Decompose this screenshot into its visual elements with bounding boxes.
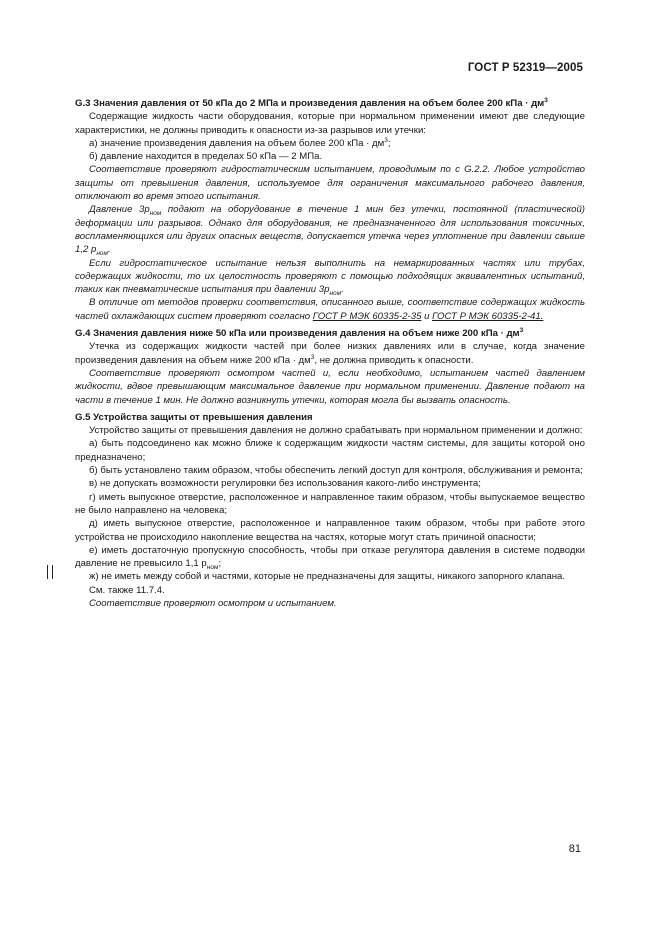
section-g3-heading: G.3 Значения давления от 50 кПа до 2 МПа и произведения давления на объем более 200 кПа · $дм^3$ — [75, 96, 548, 109]
g3-compliance-3: Если гидростатическое испытание нельзя выполнить на немаркированных частях или трубах, содержащих жидкости, то их целостность проверяют с помощью подходящих эквивалентных испытаний, таких как пневматические испытания при давлении $3p_{ном}$. — [75, 257, 585, 298]
gost-60335-2-41-link[interactable]: ГОСТ Р МЭК 60335-2-41. — [432, 310, 544, 322]
g5-item-v: в) не допускать возможности регулировки без использования какого-либо инструмента; — [89, 478, 481, 490]
g3-item-a: а) значение произведения давления на объем более 200 кПа · $дм^3$; — [89, 136, 391, 149]
section-g4-heading: G.4 Значения давления ниже 50 кПа или произведения давления на объем ниже 200 кПа · $дм^3$ — [75, 326, 524, 340]
g3-item-b: б) давление находится в пределах 50 кПа — 2 МПа. — [89, 151, 323, 163]
g5-item-d: д) иметь выпускное отверстие, расположенное и направленное таким образом, чтобы при работе этого устройства не происходило накопление вещества на частях, которые могут стать причиной опасности; — [75, 518, 585, 543]
g5-item-b: б) быть установлено таким образом, чтобы обеспечить легкий доступ для контроля, обслуживания и ремонта; — [89, 465, 583, 477]
page-content — [75, 93, 585, 610]
page-number: 81 — [568, 843, 581, 855]
section-g5-heading: G.5 Устройства защиты от превышения давления — [75, 411, 313, 423]
g5-item-a: а) быть подсоединено как можно ближе к содержащим жидкости частям системы, для защиты которой оно предназначено; — [75, 438, 585, 463]
g5-item-g: г) иметь выпускное отверстие, расположенное и направленное таким образом, чтобы выпускаемое вещество не было направлено на человека; — [75, 491, 585, 516]
g5-compliance: Соответствие проверяют осмотром и испытанием. — [89, 597, 337, 609]
g3-compliance-4: В отличие от методов проверки соответствия, описанного выше, соответствие содержащих жидкость частей охлаждающих систем проверяют согласно ГОСТ Р МЭК 60335-2-35 и ГОСТ Р МЭК 60335-2-41. — [75, 297, 585, 322]
g4-intro-paragraph: Утечка из содержащих жидкости частей при более низких давлениях или в случае, когда значение произведения давления на объем ниже 200 кПа · $дм^3$, не должна приводить к опасности. — [75, 341, 585, 366]
g5-item-e: е) иметь достаточную пропускную способность, чтобы при отказе регулятора давления в системе подводки давление не превысило 1,1 $p_{ном}$; — [75, 544, 585, 571]
gost-60335-2-35-link[interactable]: ГОСТ Р МЭК 60335-2-35 — [312, 310, 422, 322]
g3-intro-paragraph: Содержащие жидкость части оборудования, которые при нормальном применении имеют две следующие характеристики, не должны приводить к опасности из-за разрывов или утечки: — [75, 111, 585, 136]
g5-intro-paragraph: Устройство защиты от превышения давления не должно срабатывать при нормальном применении и должно: — [89, 425, 583, 437]
g5-item-zh: ж) не иметь между собой и частями, которые не предназначены для защиты, никакого запорного клапана. — [89, 571, 565, 583]
g5-see-also: См. также 11.7.4. — [89, 584, 165, 596]
g3-compliance-1: Соответствие проверяют гидростатическим испытанием, проводимым по с G.2.2. Любое устройство защиты от превышения давления, используемое для ограничения максимального рабочего давления, отключают во время этого испытания. — [75, 164, 585, 203]
page-header: ГОСТ Р 52319—2005 — [467, 62, 583, 74]
revision-margin-mark — [47, 565, 53, 579]
g3-compliance-2: Давление $3p_{ном}$ подают на оборудование в течение 1 мин без утечки, постоянной (пластической) деформации или разрывов. Однако для оборудования, не предназначенного для использования токсичных, воспламеняющихся или других опасных веществ, допускается утечка через уплотнение при давлении свыше 1,2 $p_{ном}$. — [75, 204, 585, 258]
g4-compliance: Соответствие проверяют осмотром частей и, если необходимо, испытанием частей давлением жидкости, вдвое превышающим максимальное давление при нормальном применении. Давление подают на части в течение 1 мин. Не должно возникнуть утечки, которая могла бы вызвать опасность. — [75, 367, 585, 406]
